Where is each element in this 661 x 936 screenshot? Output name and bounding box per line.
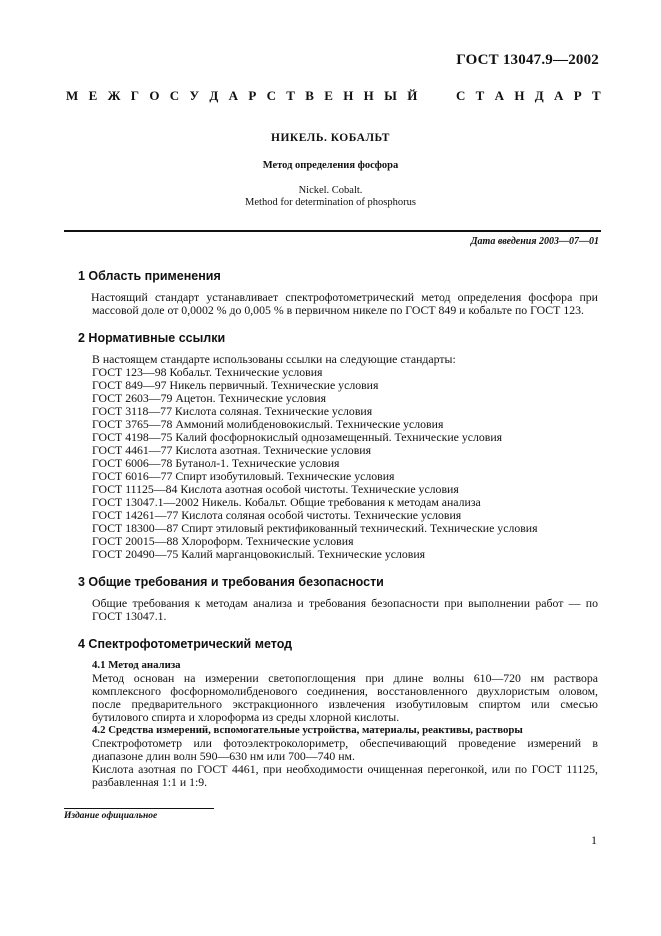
banner-letter: У xyxy=(189,88,200,103)
subsection-text: Спектрофотометр или фотоэлектроколориметр, обеспечивающий проведение измерений в диапазоне длин волн 590—630 нм или 700—740 нм. xyxy=(92,736,598,763)
reference-item: ГОСТ 6006—78 Бутанол-1. Технические условия xyxy=(92,456,340,470)
reference-item: ГОСТ 20490—75 Калий марганцовокислый. Технические условия xyxy=(92,547,426,561)
banner-letter: Т xyxy=(286,88,295,103)
references-intro: В настоящем стандарте использованы ссылки на следующие стандарты: xyxy=(92,352,456,366)
section-text: Общие требования к методам анализа и требования безопасности при выполнении работ — по ГОСТ 13047.1. xyxy=(92,596,598,623)
banner-letter: Д xyxy=(534,88,544,103)
reference-item: ГОСТ 6016—77 Спирт изобутиловый. Технические условия xyxy=(92,469,395,483)
reference-item: ГОСТ 3118—77 Кислота соляная. Технические условия xyxy=(92,404,373,418)
banner-letter: Ж xyxy=(107,88,121,103)
section-normative-references xyxy=(78,331,598,561)
reference-item: ГОСТ 20015—88 Хлороформ. Технические условия xyxy=(92,534,354,548)
section-text: Настоящий стандарт устанавливает спектрофотометрический метод определения фосфора при массовой доле от 0,0002 % до 0,005 % в первичном никеле по ГОСТ 849 и кобальте по ГОСТ 123. xyxy=(91,290,598,317)
english-title-line1: Nickel. Cobalt. xyxy=(298,185,363,196)
section-heading: 2 Нормативные ссылки xyxy=(78,331,226,345)
reference-item: ГОСТ 123—98 Кобальт. Технические условия xyxy=(92,365,323,379)
reference-item: ГОСТ 4198—75 Калий фосфорнокислый однозамещенный. Технические условия xyxy=(92,430,503,444)
section-heading: 1 Область применения xyxy=(78,269,221,283)
banner-letter: Е xyxy=(88,88,98,103)
interstate-standard-banner xyxy=(66,88,601,104)
banner-letter: Ы xyxy=(384,88,397,103)
gost-number: ГОСТ 13047.9—2002 xyxy=(456,52,599,68)
footer-rule xyxy=(64,808,214,809)
banner-letter: Н xyxy=(363,88,374,103)
banner-letter: А xyxy=(494,88,505,103)
banner-letter: С xyxy=(455,88,466,103)
banner-letter: Т xyxy=(475,88,485,103)
subsection-heading: 4.2 Средства измерений, вспомогательные устройства, материалы, реактивы, растворы xyxy=(92,724,523,736)
header-rule xyxy=(64,230,601,232)
section-spectrophotometric-method xyxy=(78,637,598,789)
subsection-heading: 4.1 Метод анализа xyxy=(92,659,181,671)
banner-letter: Т xyxy=(592,88,601,103)
reference-item: ГОСТ 11125—84 Кислота азотная особой чистоты. Технические условия xyxy=(92,482,459,496)
banner-letter: Г xyxy=(130,88,140,103)
references-list xyxy=(92,366,598,561)
introduction-date: Дата введения 2003—07—01 xyxy=(470,236,599,247)
title-block xyxy=(0,132,661,208)
reference-item: ГОСТ 4461—77 Кислота азотная. Технические условия xyxy=(92,443,372,457)
section-heading: 4 Спектрофотометрический метод xyxy=(78,637,293,651)
page-number: 1 xyxy=(591,833,597,847)
reference-item: ГОСТ 18300—87 Спирт этиловый ректификованный технический. Технические условия xyxy=(92,521,538,535)
banner-letter: О xyxy=(149,88,160,103)
banner-letter: А xyxy=(228,88,238,103)
section-heading: 3 Общие требования и требования безопасности xyxy=(78,575,384,589)
banner-letter: Й xyxy=(407,88,418,103)
banner-letter: М xyxy=(66,88,79,103)
subsection-text: Метод основан на измерении светопоглощения при длине волны 610—720 нм раствора комплексного фосфорномолибденового соединения, восстановленного двухлористым оловом, после предварительного экстракционного извлечения изобутиловым спиртом или смесью бутилового спирта и хлороформа из среды хлорной кислоты. xyxy=(92,671,598,724)
banner-letter: В xyxy=(305,88,314,103)
banner-letter xyxy=(428,88,446,104)
banner-letter: С xyxy=(169,88,180,103)
banner-letter: С xyxy=(266,88,276,103)
banner-letter: Н xyxy=(343,88,354,103)
banner-letter: Н xyxy=(514,88,525,103)
section-general-requirements xyxy=(78,575,598,623)
subsection-text: Кислота азотная по ГОСТ 4461, при необходимости очищенная перегонкой, или по ГОСТ 11125, разбавленная 1:1 и 1:9. xyxy=(92,762,598,789)
english-title-line2: Method for determination of phosphorus xyxy=(245,197,416,208)
section-scope xyxy=(78,269,598,317)
reference-item: ГОСТ 3765—78 Аммоний молибденовокислый. Технические условия xyxy=(92,417,444,431)
reference-item: ГОСТ 14261—77 Кислота соляная особой чистоты. Технические условия xyxy=(92,508,462,522)
edition-note: Издание официальное xyxy=(64,811,158,821)
banner-letter: Р xyxy=(248,88,257,103)
document-body xyxy=(78,269,598,804)
banner-letter: Р xyxy=(573,88,582,103)
reference-item: ГОСТ 849—97 Никель первичный. Технические условия xyxy=(92,378,379,392)
document-subtitle: Метод определения фосфора xyxy=(262,160,399,171)
reference-item: ГОСТ 2603—79 Ацетон. Технические условия xyxy=(92,391,327,405)
banner-letter: А xyxy=(554,88,564,103)
reference-item: ГОСТ 13047.1—2002 Никель. Кобальт. Общие требования к методам анализа xyxy=(92,495,481,509)
banner-letter: Е xyxy=(324,88,333,103)
document-title: НИКЕЛЬ. КОБАЛЬТ xyxy=(271,132,390,144)
banner-letter: Д xyxy=(209,88,219,103)
